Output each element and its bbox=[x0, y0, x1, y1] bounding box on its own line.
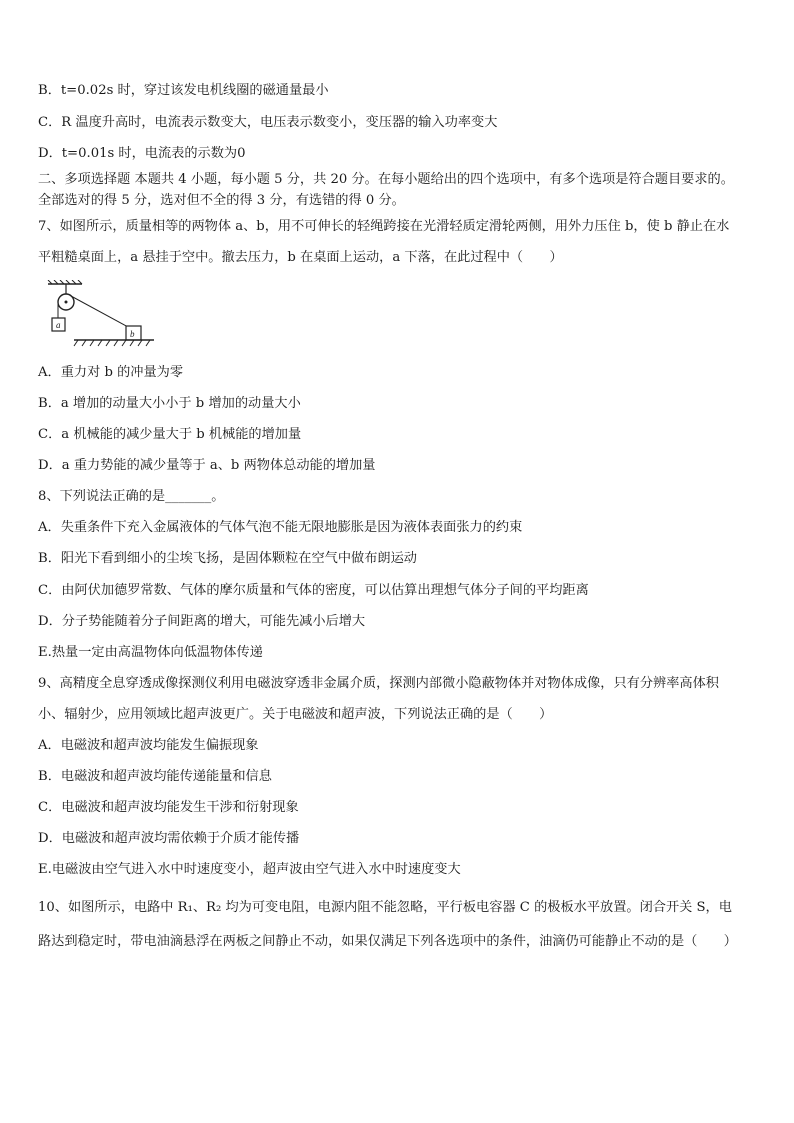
block-b-label: b bbox=[130, 329, 135, 339]
q9-option-d: D．电磁波和超声波均需依赖于介质才能传播 bbox=[38, 831, 300, 846]
q7-option-b: B．a 增加的动量大小小于 b 增加的动量大小 bbox=[38, 396, 301, 411]
q9-option-a: A．电磁波和超声波均能发生偏振现象 bbox=[38, 738, 259, 753]
q9-option-e: E.电磁波由空气进入水中时速度变小，超声波由空气进入水中时速度变大 bbox=[38, 862, 461, 877]
q10-stem-line-1: 10、如图所示，电路中 R₁、R₂ 均为可变电阻，电源内阻不能忽略，平行板电容器 C 的极板水平放置。闭合开关 S，电 bbox=[38, 900, 732, 915]
q7-option-a: A．重力对 b 的冲量为零 bbox=[38, 365, 184, 380]
q7-stem-line-2: 平粗糙桌面上，a 悬挂于空中。撤去压力，b 在桌面上运动，a 下落，在此过程中（ ） bbox=[38, 250, 563, 265]
q8-option-c: C．由阿伏加德罗常数、气体的摩尔质量和气体的密度，可以估算出理想气体分子间的平均距离 bbox=[38, 583, 589, 598]
q9-option-b: B．电磁波和超声波均能传递能量和信息 bbox=[38, 769, 272, 784]
q7-option-d: D．a 重力势能的减少量等于 a、b 两物体总动能的增加量 bbox=[38, 458, 376, 473]
section-2-title: 二、多项选择题 本题共 4 小题，每小题 5 分，共 20 分。在每小题给出的四个选项中，有多个选项是符合题目要求的。 bbox=[38, 172, 734, 187]
q6-option-b: B．t=0.02s 时，穿过该发电机线圈的磁通量最小 bbox=[38, 83, 329, 98]
q9-stem-line-2: 小、辐射少，应用领域比超声波更广。关于电磁波和超声波，下列说法正确的是（ ） bbox=[38, 707, 553, 722]
q9-option-c: C．电磁波和超声波均能发生干涉和衍射现象 bbox=[38, 800, 299, 815]
q7-stem-line-1: 7、如图所示，质量相等的两物体 a、b，用不可伸长的轻绳跨接在光滑轻质定滑轮两侧，用外力压住 b，使 b 静止在水 bbox=[38, 219, 730, 234]
q6-option-d: D．t=0.01s 时，电流表的示数为0 bbox=[38, 146, 246, 161]
section-2-scoring-rule: 全部选对的得 5 分，选对但不全的得 3 分，有选错的得 0 分。 bbox=[38, 193, 405, 208]
q8-option-e: E.热量一定由高温物体向低温物体传递 bbox=[38, 645, 263, 660]
pulley-figure bbox=[44, 280, 156, 352]
q8-option-b: B．阳光下看到细小的尘埃飞扬，是固体颗粒在空气中做布朗运动 bbox=[38, 551, 417, 566]
q7-option-c: C．a 机械能的减少量大于 b 机械能的增加量 bbox=[38, 427, 302, 442]
q10-stem-line-2: 路达到稳定时，带电油滴悬浮在两板之间静止不动，如果仅满足下列各选项中的条件，油滴仍可能静止不动的是（ ） bbox=[38, 934, 737, 949]
q6-option-c: C．R 温度升高时，电流表示数变大，电压表示数变小，变压器的输入功率变大 bbox=[38, 115, 498, 130]
block-a-label: a bbox=[56, 320, 61, 330]
q8-stem: 8、下列说法正确的是_______。 bbox=[38, 489, 225, 504]
q8-option-d: D．分子势能随着分子间距离的增大，可能先减小后增大 bbox=[38, 614, 366, 629]
q9-stem-line-1: 9、高精度全息穿透成像探测仪利用电磁波穿透非金属介质，探测内部微小隐蔽物体并对物体成像，只有分辨率高体积 bbox=[38, 676, 719, 691]
q8-option-a: A．失重条件下充入金属液体的气体气泡不能无限地膨胀是因为液体表面张力的约束 bbox=[38, 520, 523, 535]
